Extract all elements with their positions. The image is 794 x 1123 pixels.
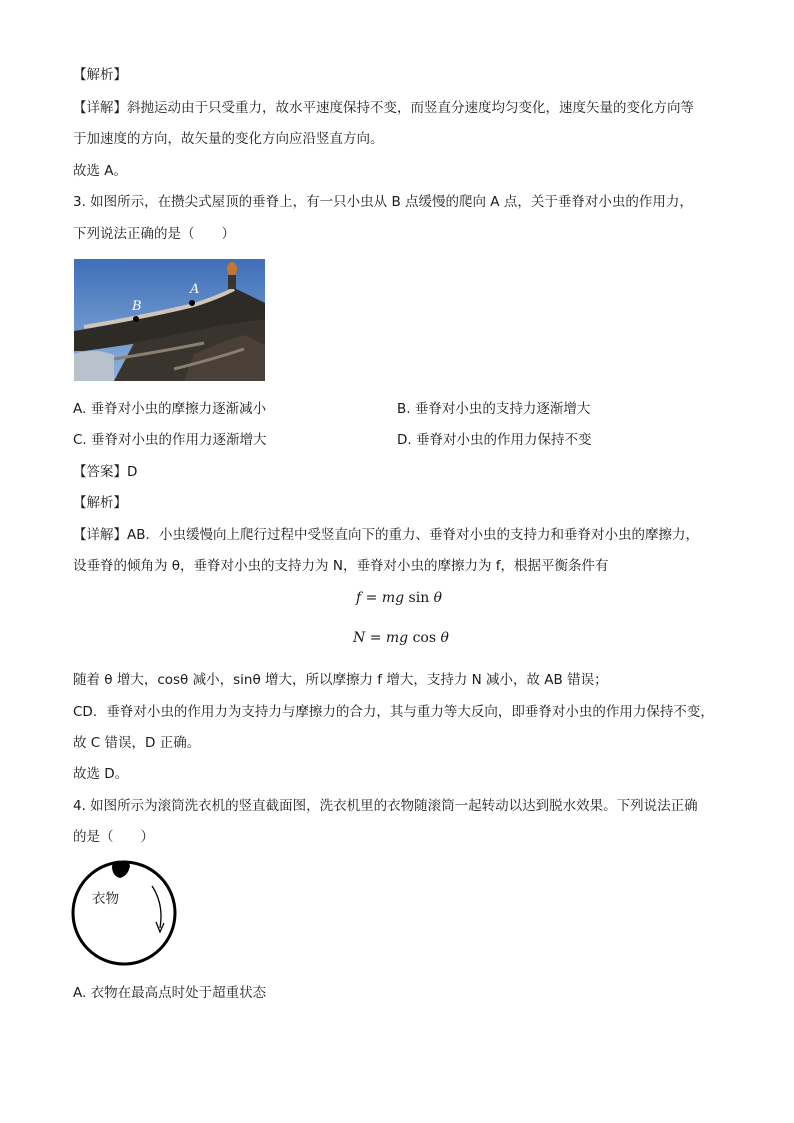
detail-text: 【详解】AB．小虫缓慢向上爬行过程中受竖直向下的重力、垂脊对小虫的支持力和垂脊对小虫的摩擦力， [73, 527, 699, 543]
clothes-label: 衣物 [92, 891, 119, 907]
question-stem: 下列说法正确的是（ ） [73, 226, 235, 242]
option-d: D. 垂脊对小虫的作用力保持不变 [397, 432, 592, 448]
analysis-heading: 【解析】 [73, 67, 127, 83]
option-a: A. 垂脊对小虫的摩擦力逐渐减小 [73, 401, 267, 417]
detail-text: 设垂脊的倾角为 θ，垂脊对小虫的支持力为 N，垂脊对小虫的摩擦力为 f，根据平衡条件有 [73, 558, 609, 574]
detail-text: CD．垂脊对小虫的作用力为支持力与摩擦力的合力，其与重力等大反向，即垂脊对小虫的作用力保持不变， [73, 704, 714, 720]
detail-text: 随着 θ 增大，cosθ 减小，sinθ 增大，所以摩擦力 f 增大，支持力 N 减小，故 AB 错误； [73, 672, 608, 688]
washer-drum-diagram [70, 856, 182, 968]
roof-photo [74, 259, 265, 381]
detail-text: 故 C 错误，D 正确。 [73, 735, 201, 751]
formula-support: N = mg cos θ [353, 630, 449, 646]
point-b-label: B [132, 299, 142, 314]
option-b: B. 垂脊对小虫的支持力逐渐增大 [397, 401, 591, 417]
point-a-label: A [190, 282, 200, 297]
question-stem: 的是（ ） [73, 829, 154, 845]
choice-result: 故选 A。 [73, 163, 128, 179]
option-c: C. 垂脊对小虫的作用力逐渐增大 [73, 432, 267, 448]
choice-result: 故选 D。 [73, 766, 129, 782]
analysis-heading: 【解析】 [73, 495, 127, 511]
question-stem: 4. 如图所示为滚筒洗衣机的竖直截面图，洗衣机里的衣物随滚筒一起转动以达到脱水效果。下列说法正确 [73, 798, 698, 814]
detail-text: 于加速度的方向，故矢量的变化方向应沿竖直方向。 [73, 131, 384, 147]
option-a: A. 衣物在最高点时处于超重状态 [73, 985, 267, 1001]
formula-friction: f = mg sin θ [356, 590, 443, 606]
detail-text: 【详解】斜抛运动由于只受重力，故水平速度保持不变，而竖直分速度均匀变化，速度矢量的变化方向等 [73, 100, 694, 116]
question-stem: 3. 如图所示，在攒尖式屋顶的垂脊上，有一只小虫从 B 点缓慢的爬向 A 点，关于垂脊对小虫的作用力， [73, 194, 693, 210]
answer-line: 【答案】D [73, 464, 138, 480]
